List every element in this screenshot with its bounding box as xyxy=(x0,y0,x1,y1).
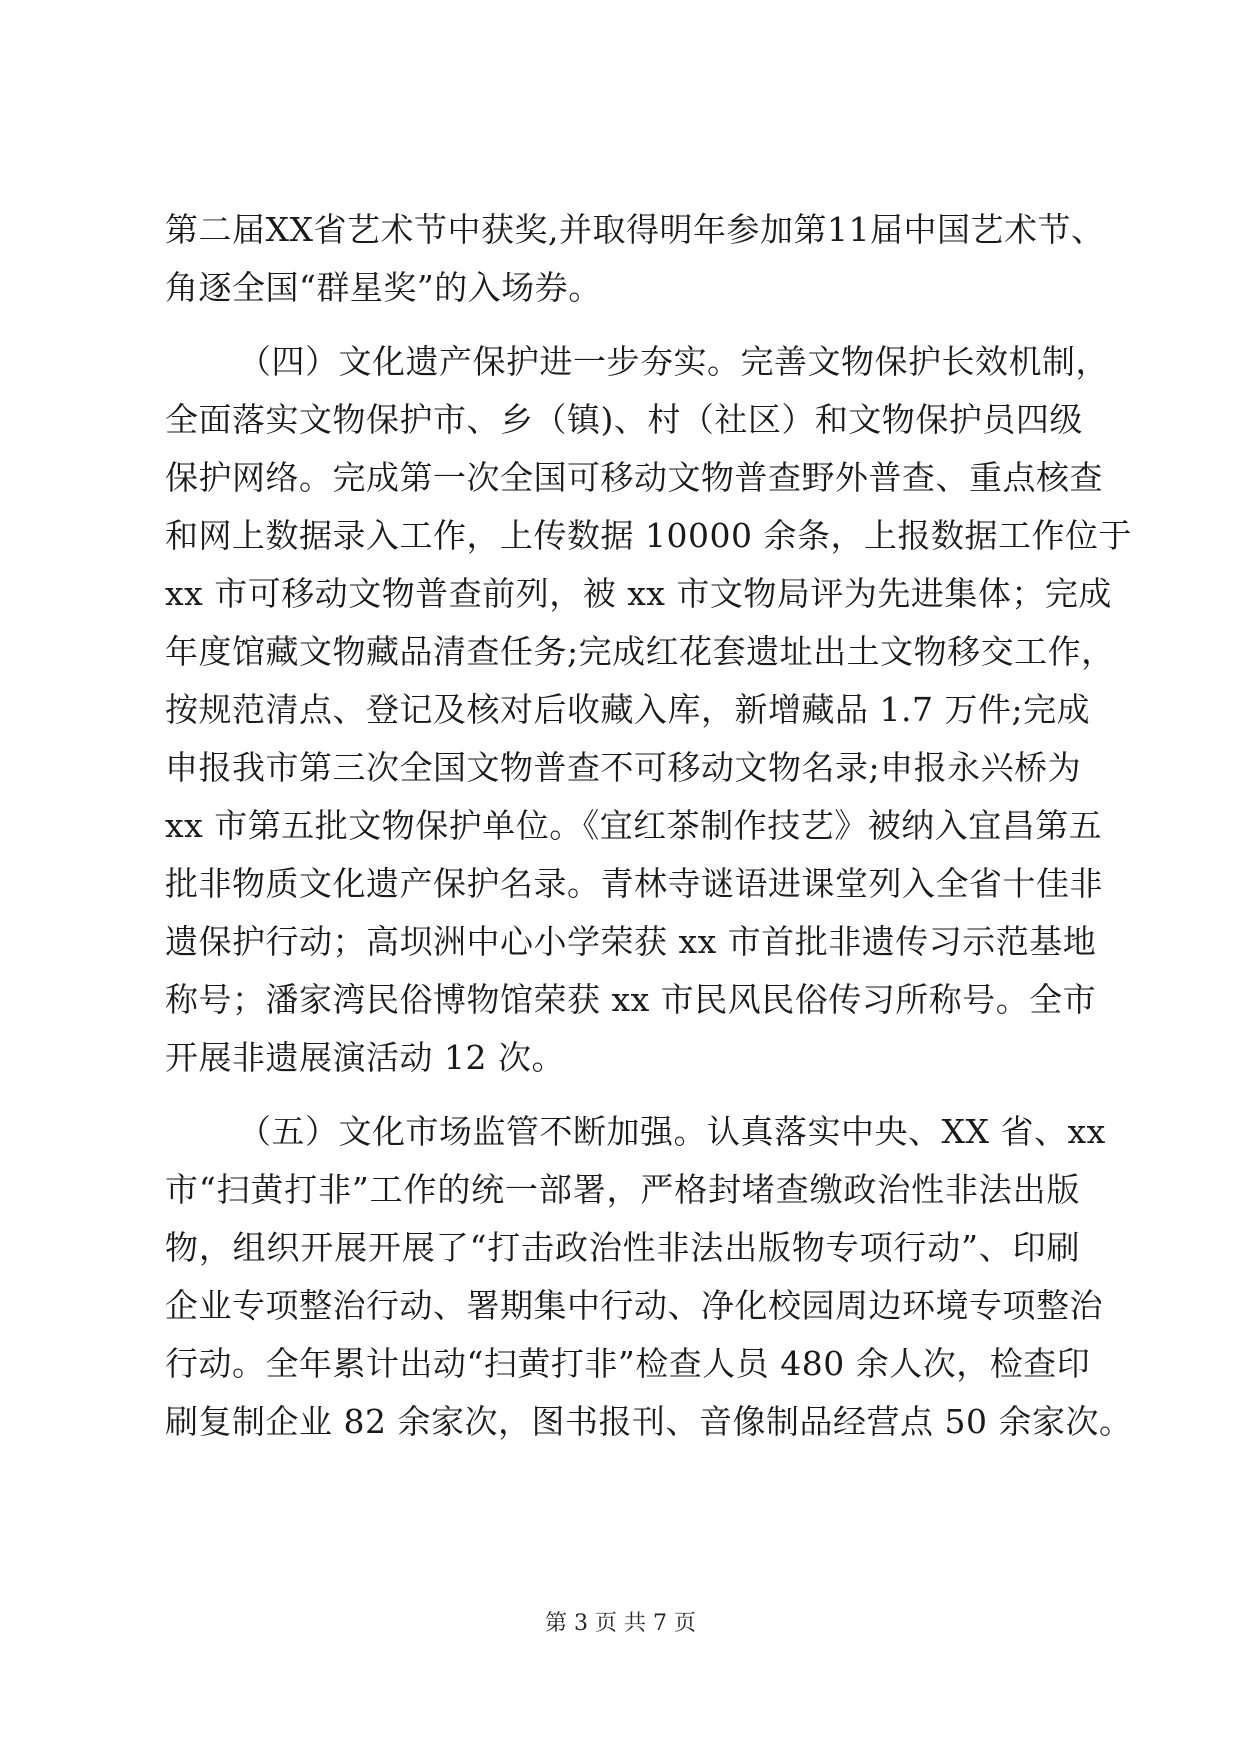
paragraph-line: xx 市第五批文物保护单位。《宜红茶制作技艺》被纳入宜昌第五 xyxy=(165,806,1103,845)
paragraph-line: 遗保护行动；高坝洲中心小学荣获 xx 市首批非遗传习示范基地 xyxy=(165,922,1097,961)
paragraph-line: 全面落实文物保护市、乡（镇)、村（社区）和文物保护员四级 xyxy=(165,400,1083,439)
paragraph-line: 年度馆藏文物藏品清查任务;完成红花套遗址出土文物移交工作， xyxy=(165,632,1115,671)
paragraph-line: （四）文化遗产保护进一步夯实。完善文物保护长效机制， xyxy=(238,342,1109,381)
paragraph-line: 和网上数据录入工作，上传数据 10000 余条，上报数据工作位于 xyxy=(165,516,1132,555)
paragraph-line: 开展非遗展演活动 12 次。 xyxy=(165,1038,565,1077)
paragraph-line: 申报我市第三次全国文物普查不可移动文物名录;申报永兴桥为 xyxy=(165,748,1082,787)
paragraph-line: 刷复制企业 82 余家次，图书报刊、音像制品经营点 50 余家次。 xyxy=(165,1402,1133,1441)
paragraph-line: 角逐全国“群星奖”的入场券。 xyxy=(165,268,602,307)
page-number-footer: 第 3 页 共 7 页 xyxy=(545,1611,696,1636)
paragraph-line: 保护网络。完成第一次全国可移动文物普查野外普查、重点核查 xyxy=(165,458,1103,497)
paragraph-line: 按规范清点、登记及核对后收藏入库，新增藏品 1.7 万件;完成 xyxy=(165,690,1091,729)
paragraph-line: 企业专项整治行动、署期集中行动、净化校园周边环境专项整治 xyxy=(165,1286,1103,1325)
paragraph-line: 称号；潘家湾民俗博物馆荣获 xx 市民风民俗传习所称号。全市 xyxy=(165,980,1097,1019)
paragraph-line: xx 市可移动文物普查前列，被 xx 市文物局评为先进集体；完成 xyxy=(165,574,1112,613)
paragraph-line: 市“扫黄打非”工作的统一部署，严格封堵查缴政治性非法出版 xyxy=(165,1170,1080,1209)
paragraph-line: 批非物质文化遗产保护名录。青林寺谜语进课堂列入全省十佳非 xyxy=(165,864,1103,903)
paragraph-line: 物，组织开展开展了“打击政治性非法出版物专项行动”、印刷 xyxy=(165,1228,1080,1267)
paragraph-line: （五）文化市场监管不断加强。认真落实中央、XX 省、xx xyxy=(238,1112,1106,1151)
paragraph-line: 第二届XX省艺术节中获奖,并取得明年参加第11届中国艺术节、 xyxy=(165,210,1105,249)
paragraph-line: 行动。全年累计出动“扫黄打非”检查人员 480 余人次，检查印 xyxy=(165,1344,1091,1383)
